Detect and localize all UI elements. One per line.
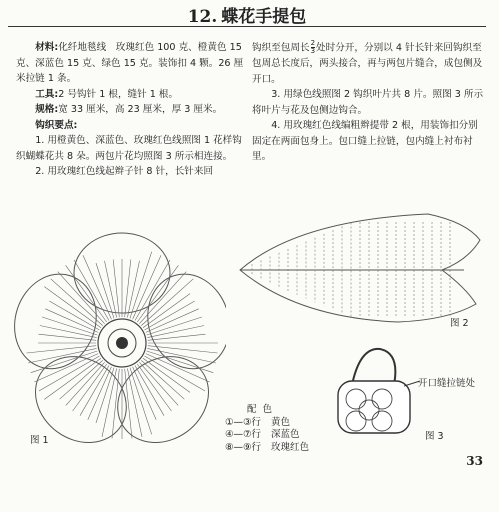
stitch-spoke <box>147 351 214 373</box>
color-legend-rows <box>225 417 309 455</box>
page-header <box>8 0 486 27</box>
leaf-crochet-chart <box>228 200 486 330</box>
stitch-spoke <box>127 261 139 318</box>
stitch-spoke <box>74 260 109 321</box>
row-range: ⑧—⑨行 <box>225 441 262 453</box>
row-color: 玫瑰红色 <box>271 441 310 453</box>
row-range: ④—⑦行 <box>225 429 262 440</box>
color-legend-row <box>225 429 309 442</box>
step-1: 1. 用橙黄色、深蓝色、玫瑰红色线照图 1 花样钩织蝴蝶花共 8 朵。两包片花均照图 3 所示相连接。 <box>16 135 242 162</box>
flower-crochet-chart <box>14 215 226 447</box>
step-2-text-a: 钩织至包周长 <box>252 42 310 54</box>
stitch-spoke <box>49 301 99 330</box>
color-legend <box>225 404 309 454</box>
page-title <box>8 2 486 27</box>
stitch-spoke <box>31 351 98 373</box>
color-legend-row <box>225 417 309 430</box>
stitch-spoke <box>147 348 216 363</box>
stitch-spoke <box>145 301 195 330</box>
bag-assembly-drawing <box>330 345 420 445</box>
right-text-column <box>252 40 484 165</box>
stitch-spoke <box>125 260 131 318</box>
tools-label: 工具: <box>35 88 59 100</box>
stitch-spoke <box>137 265 178 322</box>
fraction <box>311 40 315 55</box>
materials-text: 化纤地毯线 玫瑰红色 100 克、橙黄色 15 克、深蓝色 15 克、绿色 15 克。装饰扣 4 颗。26 厘米拉链 1 条。 <box>16 42 244 84</box>
stitch-spoke <box>135 366 164 416</box>
stitch-spoke <box>66 362 105 405</box>
stitch-spoke <box>105 261 117 318</box>
stitch-spoke <box>135 260 170 321</box>
stitch-spoke <box>60 360 103 399</box>
figure-2-label: 图 2 <box>450 318 469 329</box>
stitch-spoke <box>58 272 105 324</box>
stitch-spoke <box>39 356 100 391</box>
size-text: 宽 33 厘米，高 23 厘米，厚 3 厘米。 <box>58 104 223 115</box>
stitch-spoke <box>73 364 107 411</box>
stitch-spoke <box>143 358 190 392</box>
materials-label: 材料: <box>35 42 59 53</box>
step-2-continued <box>252 40 484 87</box>
step-4: 4. 用玫瑰红色线编粗辫提带 2 根，用装饰扣分别固定在两面包身上。包口缝上拉链，包内缝上衬布衬里。 <box>252 120 478 162</box>
color-legend-heading: 配色 <box>247 404 279 415</box>
tools-paragraph <box>16 87 248 103</box>
stitch-spoke <box>28 348 97 363</box>
stitch-spoke <box>143 294 190 328</box>
size-label: 规格: <box>35 104 59 115</box>
flower-core <box>116 337 128 349</box>
stitch-spoke <box>113 260 119 318</box>
size-paragraph <box>16 102 248 118</box>
step-2-text-b: 处时分开，分别以 4 针长针来回钩织至包周总长度后，两头接合，再与两包片缝合，成包侧及开口。 <box>252 42 483 85</box>
stitch-spoke <box>40 326 97 338</box>
row-color: 黄色 <box>271 416 291 428</box>
stitch-spoke <box>137 364 171 411</box>
stitch-spoke <box>66 265 107 322</box>
step-3: 3. 用绿色线照图 2 钩织叶片共 8 片。照图 3 所示将叶片与花及包侧边钩合。 <box>252 89 484 116</box>
stitch-spoke <box>141 360 184 399</box>
stitch-spoke <box>44 287 101 328</box>
stitch-spoke <box>147 326 204 338</box>
row-range: ①—③行 <box>225 416 262 428</box>
stitch-spoke <box>102 368 117 437</box>
stitch-spoke <box>80 366 109 416</box>
stitch-spoke <box>145 356 206 391</box>
color-legend-row <box>225 442 309 455</box>
materials-paragraph <box>16 40 248 87</box>
figure-1-label: 图 1 <box>30 435 49 446</box>
stitch-spoke <box>127 368 142 437</box>
zipper-pointer-line <box>404 378 422 388</box>
figure-3-label: 图 3 <box>425 431 444 442</box>
stitch-spoke <box>148 334 206 340</box>
page-number: 33 <box>466 454 483 468</box>
fraction-denominator: 3 <box>310 47 316 55</box>
fraction-numerator: 2 <box>310 39 316 47</box>
pattern-number: 12. <box>187 7 218 27</box>
left-text-column <box>16 40 248 180</box>
bag-handle <box>352 349 395 385</box>
stitch-spoke <box>39 334 97 340</box>
step-2-start: 2. 用玫瑰红色线起辫子针 8 针，长针来回 <box>35 166 214 177</box>
stitch-spoke <box>139 362 178 405</box>
stitch-spoke <box>139 272 186 324</box>
zipper-opening-note: 开口缝拉链处 <box>418 378 476 389</box>
stitch-spoke <box>44 358 101 399</box>
tools-text: 2 号钩针 1 根，缝针 1 根。 <box>58 88 179 100</box>
row-color: 深蓝色 <box>271 429 300 440</box>
key-points-heading: 钩织要点: <box>35 119 78 131</box>
stitch-spoke <box>130 368 152 435</box>
bag-body <box>338 381 410 433</box>
pattern-title: 蝶花手提包 <box>221 7 307 27</box>
